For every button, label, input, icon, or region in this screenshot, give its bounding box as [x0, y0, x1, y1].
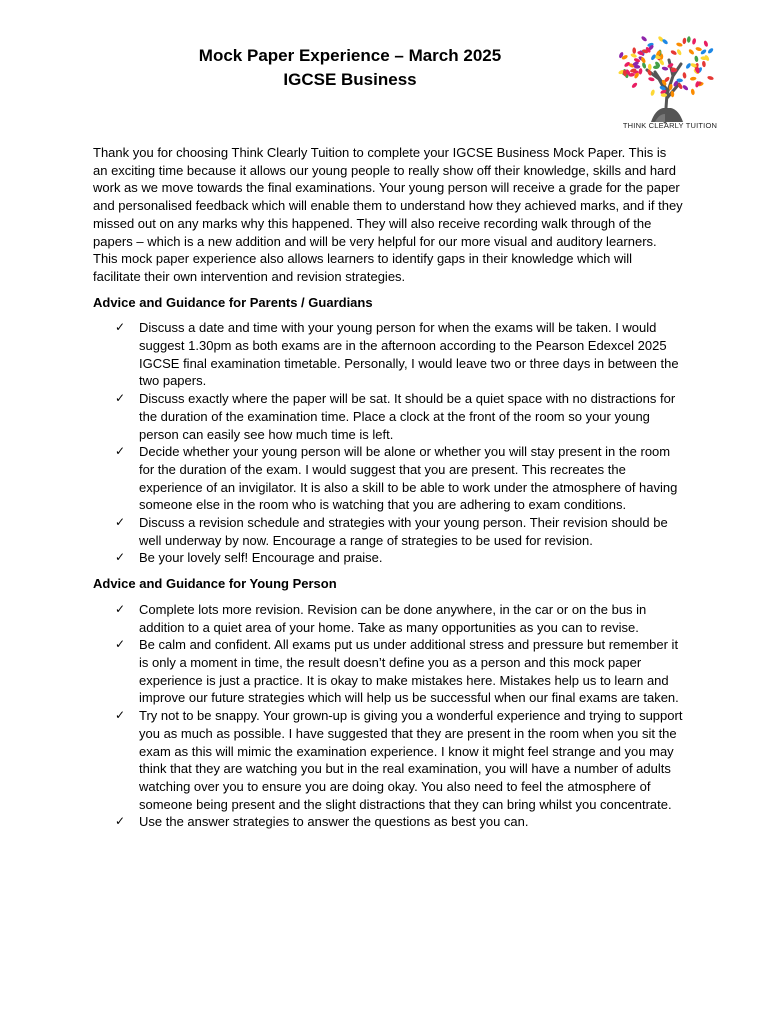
list-item: ✓ Try not to be snappy. Your grown-up is giving you a wonderful experience and trying to support you as much as possible. I have suggested that they are present in the room when you sit the exam as this will mimic the examination experience. I know it might feel strange and you may think that they are watching you but in the real examination, you will have a number of adults watching over you to ensure you are doing okay. You also need to feel the atmosphere of someone being present and the slight distractions that they can bring whilst you concentrate.: [115, 708, 683, 812]
list-item: ✓ Be your lovely self! Encourage and praise.: [115, 550, 383, 566]
logo-leaf: [702, 61, 706, 68]
checkmark-icon: ✓: [115, 391, 126, 406]
checkmark-icon: ✓: [115, 550, 126, 565]
logo-leaf: [631, 82, 638, 89]
logo-leaf: [685, 62, 692, 69]
logo-leaf: [707, 47, 714, 54]
logo-leaf: [707, 75, 714, 80]
logo-leaf: [682, 72, 687, 79]
tree-logo-icon: [615, 24, 725, 136]
checkmark-icon: ✓: [115, 708, 126, 723]
list-item: ✓ Discuss exactly where the paper will be sat. It should be a quiet space with no distractions for the duration of the examination time. Place a clock at the front of the room so your young person can easily see how much time is left.: [115, 391, 676, 442]
parents-checklist: [93, 319, 683, 567]
logo-leaf: [703, 40, 709, 47]
logo-leaf: [638, 68, 642, 75]
logo-leaf: [682, 84, 689, 91]
checkmark-icon: ✓: [115, 320, 126, 335]
list-item: ✓ Discuss a date and time with your young person for when the exams will be taken. I would suggest 1.30pm as both exams are in the afternoon according to the Pearson Edexcel 2025 IGCSE final examination timetable. Personally, I would leave two or three days in between the two papers.: [115, 320, 679, 389]
logo-leaf: [676, 49, 682, 56]
title-line-2: IGCSE Business: [283, 70, 417, 89]
logo-leaf: [676, 42, 683, 47]
logo-leaf: [688, 48, 695, 55]
checkmark-icon: ✓: [115, 814, 126, 829]
logo-caption: THINK CLEARLY TUITION: [622, 121, 718, 130]
logo-leaf: [641, 35, 648, 42]
logo-leaf: [650, 89, 655, 96]
logo-leaf: [695, 47, 702, 52]
young-person-heading: Advice and Guidance for Young Person: [93, 576, 337, 592]
logo-leaf: [687, 36, 691, 43]
list-item: ✓ Discuss a revision schedule and strategies with your young person. Their revision should be well underway by now. Encourage a range of strategies to be used for revision.: [115, 515, 668, 548]
logo-leaf: [632, 47, 636, 54]
title-line-1: Mock Paper Experience – March 2025: [198, 46, 502, 65]
logo-leaf: [690, 76, 697, 80]
checkmark-icon: ✓: [115, 601, 126, 616]
logo-leaf: [670, 49, 677, 55]
checkmark-icon: ✓: [115, 637, 126, 652]
logo-leaf: [682, 38, 686, 45]
letter-body: [93, 144, 683, 839]
list-item: ✓ Complete lots more revision. Revision can be done anywhere, in the car or on the bus in addition to a quiet area of your home. Take as many opportunities as you can to revise.: [115, 601, 647, 635]
list-item: ✓ Decide whether your young person will be alone or whether you will stay present in the room for the duration of the exam. I would suggest that you are present. This recreates the experience of an invigilator. It is also a skill to be able to work under the atmosphere of having someone else in the room who is watching that you are adhering to exam conditions.: [115, 444, 678, 513]
list-item: ✓ Use the answer strategies to answer the questions as best you can.: [115, 814, 529, 830]
checkmark-icon: ✓: [115, 515, 126, 530]
young-person-checklist: [93, 601, 683, 831]
checkmark-icon: ✓: [115, 444, 126, 459]
logo-leaf: [662, 66, 669, 71]
parents-heading: Advice and Guidance for Parents / Guardians: [93, 294, 373, 310]
logo-leaf: [648, 77, 655, 82]
intro-paragraph: Thank you for choosing Think Clearly Tuition to complete your IGCSE Business Mock Paper. This is an exciting time because it allows our young people to really show off their knowledge, skills and hard work as we move towards the final examinations. Your young person will receive a grade for the paper and personalised feedback which will enable them to understand how they achieved marks, and if they missed out on any marks why this happened. They will also receive recording walk through of the papers – which is a new addition and will be very helpful for our more visual and auditory learners. This mock paper experience also allows learners to identify gaps in their knowledge which will facilitate their own intervention and revision strategies.: [93, 145, 683, 284]
list-item: ✓ Be calm and confident. All exams put us under additional stress and pressure but remember it is only a moment in time, the result doesn’t define you as a person and this mock paper experience is just a practice. It is okay to make mistakes here. Mistakes help us to learn and improve our future strategies which will help us be successful when our final exams are taken.: [115, 637, 679, 706]
logo-leaf: [692, 38, 697, 45]
logo-leaf: [690, 88, 695, 95]
document-title: [150, 44, 550, 92]
logo-leaf: [694, 55, 699, 62]
